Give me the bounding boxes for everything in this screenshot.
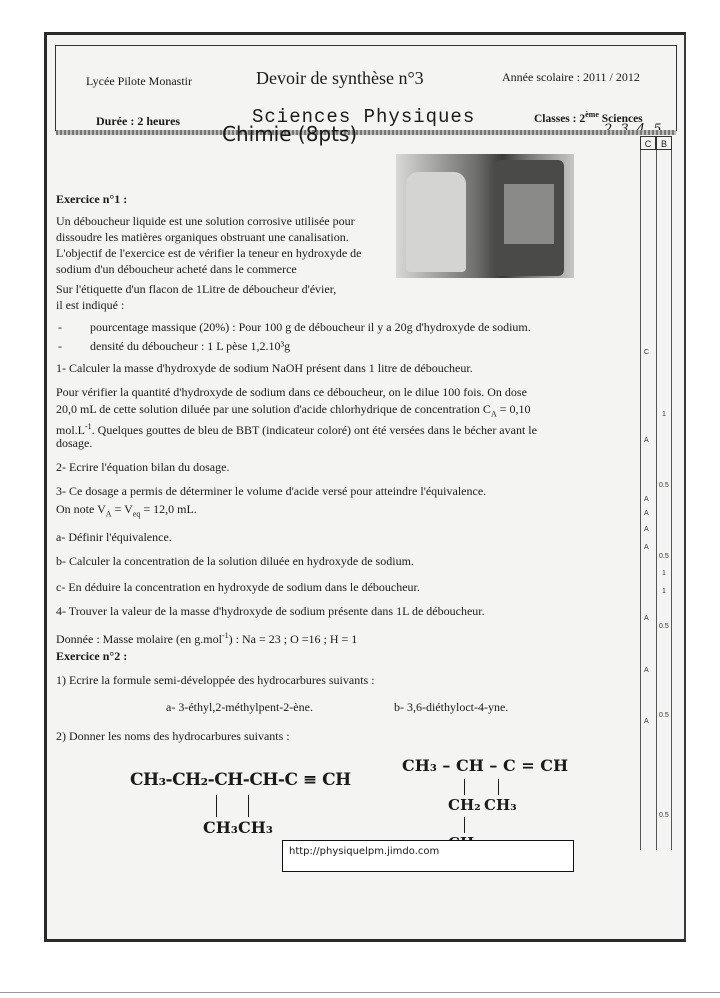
formula-1-substituent: CH₃ bbox=[203, 818, 238, 837]
question-1: 1- Calculer la masse d'hydroxyde de sodium NaOH présent dans 1 litre de déboucheur. bbox=[56, 361, 473, 375]
grade-mark: A bbox=[644, 437, 649, 444]
bottle-label-image bbox=[504, 184, 554, 244]
product-photo bbox=[396, 154, 574, 278]
bullet-dash: - bbox=[58, 339, 62, 353]
column-c-header: C bbox=[640, 136, 656, 150]
grade-mark: A bbox=[644, 667, 649, 674]
given-data: Donnée : Masse molaire (en g.mol$^{-1}$) : Na = 23 ; O =16 ; H = 1 bbox=[56, 631, 358, 646]
grade-mark: 0.5 bbox=[659, 482, 669, 489]
grade-mark: A bbox=[644, 615, 649, 622]
grade-mark: 1 bbox=[662, 411, 666, 418]
grade-mark: 0.5 bbox=[659, 553, 669, 560]
grade-mark: 0.5 bbox=[659, 623, 669, 630]
equivalence-volume: On note $V_A = V_{eq} = 12,0$ mL. bbox=[56, 502, 197, 519]
label-intro-line: il est indiqué : bbox=[56, 298, 125, 312]
footer-url-box bbox=[282, 840, 574, 872]
question-c: c- En déduire la concentration en hydroxyde de sodium dans le déboucheur. bbox=[56, 580, 420, 594]
school-name: Lycée Pilote Monastir bbox=[86, 74, 192, 88]
exercise2-item-a: a- 3-éthyl,2-méthylpent-2-ène. bbox=[166, 700, 313, 714]
formula-1-main-chain: CH₃-CH₂-CH-CH-C ≡ CH bbox=[130, 770, 351, 790]
grade-mark: 1 bbox=[662, 588, 666, 595]
grade-mark: A bbox=[644, 510, 649, 517]
bullet-item: densité du déboucheur : 1 L pèse 1,2.10³g bbox=[90, 339, 291, 353]
exercise2-item-b: b- 3,6-diéthyloct-4-yne. bbox=[394, 700, 509, 714]
paragraph-line: dosage. bbox=[56, 436, 93, 450]
formula-2-bond bbox=[498, 779, 499, 795]
formula-2-bond bbox=[464, 817, 465, 833]
label-intro-line: Sur l'étiquette d'un flacon de 1Litre de déboucheur d'évier, bbox=[56, 282, 337, 296]
school-year: Année scolaire : 2011 / 2012 bbox=[502, 70, 640, 84]
paragraph-line: Pour vérifier la quantité d'hydroxyde de sodium dans ce déboucheur, on le dilue 100 fois. On dose bbox=[56, 385, 527, 399]
exam-header bbox=[55, 45, 677, 131]
formula-2-substituent: CH₃ bbox=[484, 796, 517, 814]
exercise1-intro-line: dissoudre les matières organiques obstruant une canalisation. bbox=[56, 230, 349, 244]
formula-1-substituent: CH₃ bbox=[238, 818, 273, 837]
question-4: 4- Trouver la valeur de la masse d'hydroxyde de sodium présente dans 1L de déboucheur. bbox=[56, 604, 485, 618]
exercise1-intro-line: L'objectif de l'exercice est de vérifier la teneur en hydroxyde de bbox=[56, 246, 362, 260]
header-shade-band bbox=[56, 130, 676, 135]
column-b-line bbox=[656, 150, 657, 850]
exercise1-intro-line: sodium d'un déboucheur acheté dans le commerce bbox=[56, 262, 297, 276]
bullet-dash: - bbox=[58, 320, 62, 334]
paragraph-line: $mol.L^{-1}$. Quelques gouttes de bleu de BBT (indicateur coloré) ont été versées dans le bécher avant le bbox=[56, 422, 537, 437]
formula-1-bond bbox=[248, 795, 249, 817]
column-c-line bbox=[640, 150, 641, 850]
exercise2-question-1: 1) Ecrire la formule semi-développée des hydrocarbures suivants : bbox=[56, 673, 375, 687]
exam-duration: Durée : 2 heures bbox=[96, 114, 181, 128]
exercise2-title: Exercice n°2 : bbox=[56, 649, 128, 663]
grade-mark: 0.5 bbox=[659, 712, 669, 719]
bullet-item: pourcentage massique (20%) : Pour 100 g de déboucheur il y a 20g d'hydroxyde de sodium. bbox=[90, 320, 531, 334]
paragraph-line: 20,0 mL de cette solution diluée par une solution d'acide chlorhydrique de concentration $C_A = 0,10$ bbox=[56, 402, 531, 419]
subject-title: Sciences Physiques bbox=[252, 106, 476, 128]
formula-2-substituent: CH₂ bbox=[448, 796, 481, 814]
exercise1-title: Exercice n°1 : bbox=[56, 192, 128, 206]
exercise1-intro-line: Un déboucheur liquide est une solution corrosive utilisée pour bbox=[56, 214, 355, 228]
exercise2-question-2: 2) Donner les noms des hydrocarbures suivants : bbox=[56, 729, 290, 743]
classes-label: Classes : 2ème Sciences bbox=[534, 110, 643, 125]
formula-2-bond bbox=[464, 779, 465, 795]
footer-url[interactable]: http://physiquelpm.jimdo.com bbox=[289, 846, 440, 857]
grade-mark: 1 bbox=[662, 570, 666, 577]
question-a: a- Définir l'équivalence. bbox=[56, 530, 172, 544]
section-title: Chimie (8pts) bbox=[222, 122, 358, 146]
question-3: 3- Ce dosage a permis de déterminer le volume d'acide versé pour atteindre l'équivalence. bbox=[56, 484, 487, 498]
question-b: b- Calculer la concentration de la solution diluée en hydroxyde de sodium. bbox=[56, 554, 414, 568]
question-2: 2- Ecrire l'équation bilan du dosage. bbox=[56, 460, 230, 474]
bottom-rule bbox=[0, 992, 720, 993]
column-b-header: B bbox=[656, 136, 672, 150]
grade-mark: A bbox=[644, 544, 649, 551]
grade-mark: A bbox=[644, 496, 649, 503]
grade-mark: A bbox=[644, 526, 649, 533]
exam-title: Devoir de synthèse n°3 bbox=[256, 68, 424, 88]
column-right-line bbox=[671, 150, 672, 850]
formula-2-main-chain: CH₃ – CH – C = CH bbox=[402, 756, 569, 775]
grade-mark: 0.5 bbox=[659, 812, 669, 819]
bottle-image bbox=[406, 172, 466, 272]
grade-mark: C bbox=[644, 349, 650, 356]
grade-mark: A bbox=[644, 718, 649, 725]
formula-1-bond bbox=[216, 795, 217, 817]
